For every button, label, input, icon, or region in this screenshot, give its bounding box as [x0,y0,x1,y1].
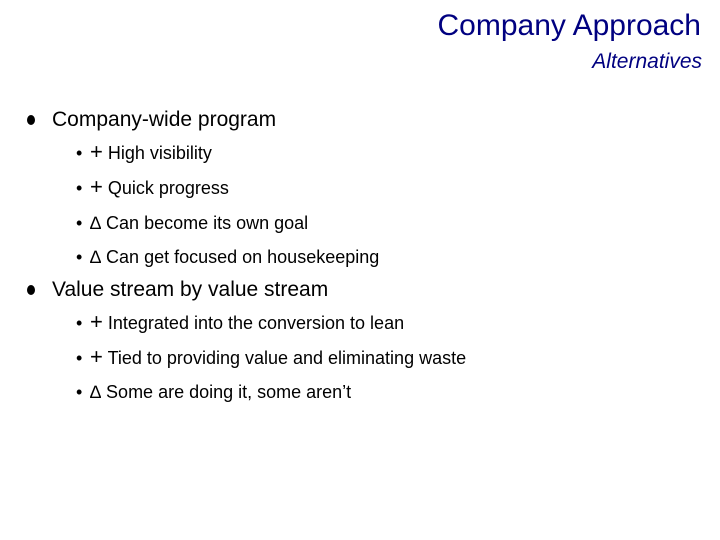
sub-item-label: Tied to providing value and eliminating waste [107,348,467,368]
sub-item [76,139,212,164]
sub-item-label: High visibility [107,143,212,163]
sub-item [76,382,351,403]
list-item-label: Value stream by value stream [52,278,329,301]
delta-icon: ∆ [90,247,102,267]
pro-icon: + [90,174,103,199]
bullet-dot-icon: • [76,247,83,267]
sub-item-label: Can become its own goal [106,213,309,233]
sub-item-label: Integrated into the conversion to lean [107,313,405,333]
slide-subtitle: Alternatives [592,50,702,73]
pro-icon: + [90,344,103,369]
pro-icon: + [90,309,103,334]
bullet-icon [27,285,35,295]
list-item-label: Company-wide program [52,108,277,131]
sub-item [76,344,467,369]
slide-title: Company Approach [437,9,701,42]
bullet-dot-icon: • [76,143,83,163]
sub-item-label: Quick progress [107,178,229,198]
sub-item [76,213,308,234]
bullet-dot-icon: • [76,348,83,368]
bullet-dot-icon: • [76,382,83,402]
delta-icon: ∆ [90,213,102,233]
bullet-dot-icon: • [76,213,83,233]
sub-item-label: Can get focused on housekeeping [106,247,380,267]
list-item-company-wide [27,108,276,132]
sub-item [76,309,405,334]
sub-item [76,247,379,268]
bullet-dot-icon: • [76,313,83,333]
bullet-dot-icon: • [76,178,83,198]
bullet-icon [27,115,35,125]
list-item-value-stream [27,278,328,302]
sub-item [76,174,229,199]
delta-icon: ∆ [90,382,102,402]
sub-item-label: Some are doing it, some aren’t [106,382,352,402]
pro-icon: + [90,139,103,164]
